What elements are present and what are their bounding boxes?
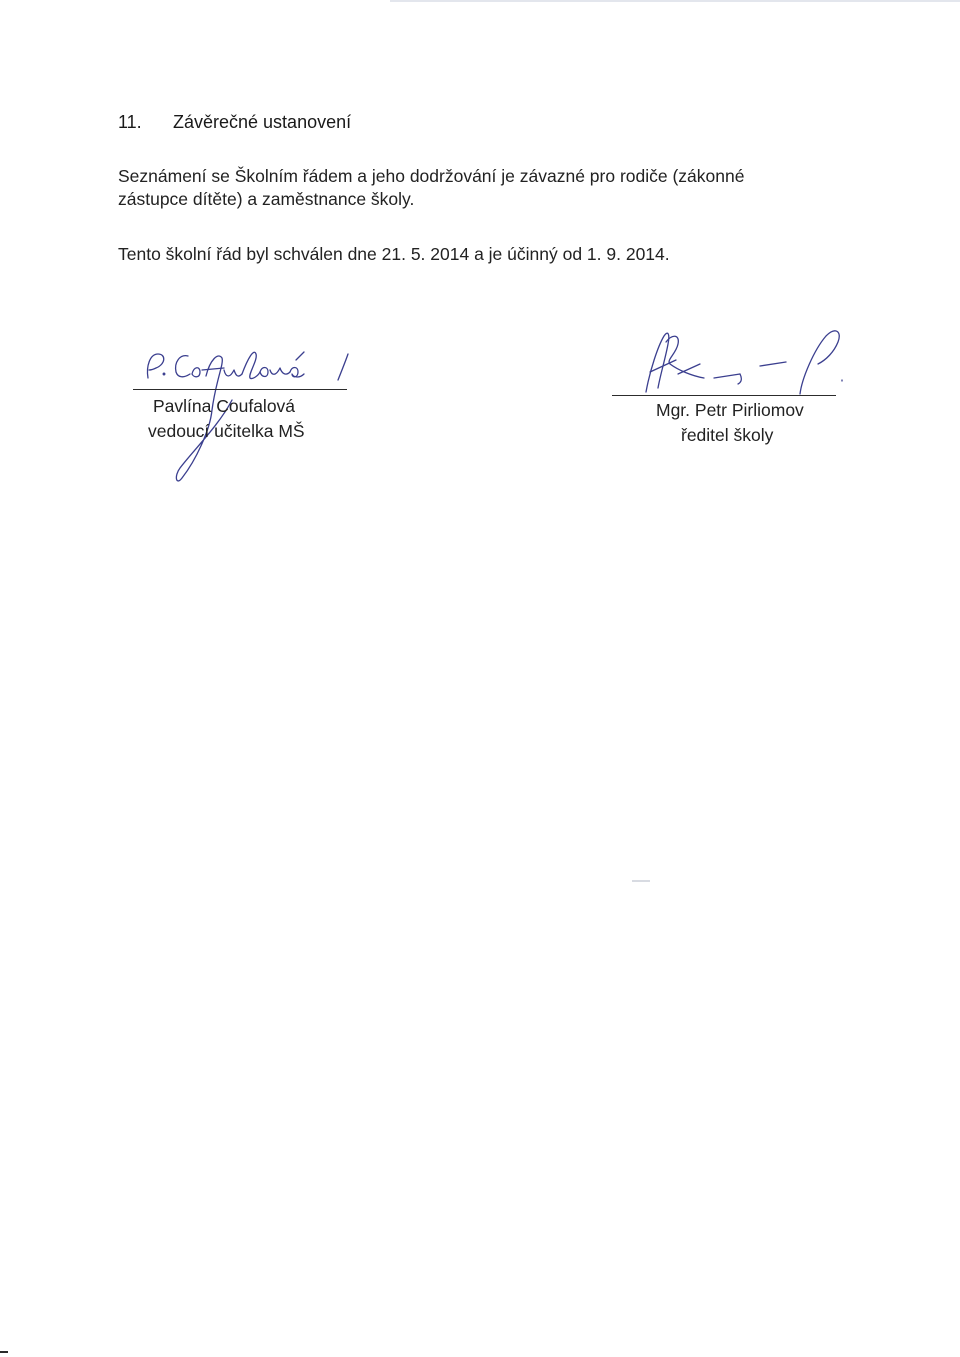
left-signature-line: [133, 389, 347, 390]
scan-speck: [632, 880, 650, 882]
left-signatory-name: Pavlína Coufalová: [153, 396, 296, 416]
left-signatory-role: vedoucí učitelka MŠ: [148, 421, 305, 441]
right-handwritten-signature: [630, 320, 860, 410]
approval-paragraph: Tento školní řád byl schválen dne 21. 5. 2014 a je účinný od 1. 9. 2014.: [118, 244, 670, 264]
acknowledgement-paragraph-line-2: zástupce dítěte) a zaměstnance školy.: [118, 189, 415, 209]
right-signature-line: [612, 395, 836, 396]
right-signatory-role: ředitel školy: [681, 425, 774, 445]
right-signatory-name: Mgr. Petr Pirliomov: [656, 400, 804, 420]
scan-mark: [0, 1351, 8, 1353]
section-heading: [118, 112, 351, 133]
section-title: Závěrečné ustanovení: [173, 112, 352, 132]
section-number: 11.: [118, 112, 142, 132]
acknowledgement-paragraph-line-1: Seznámení se Školním řádem a jeho dodržování je závazné pro rodiče (zákonné: [118, 166, 745, 186]
scan-edge: [390, 0, 960, 2]
